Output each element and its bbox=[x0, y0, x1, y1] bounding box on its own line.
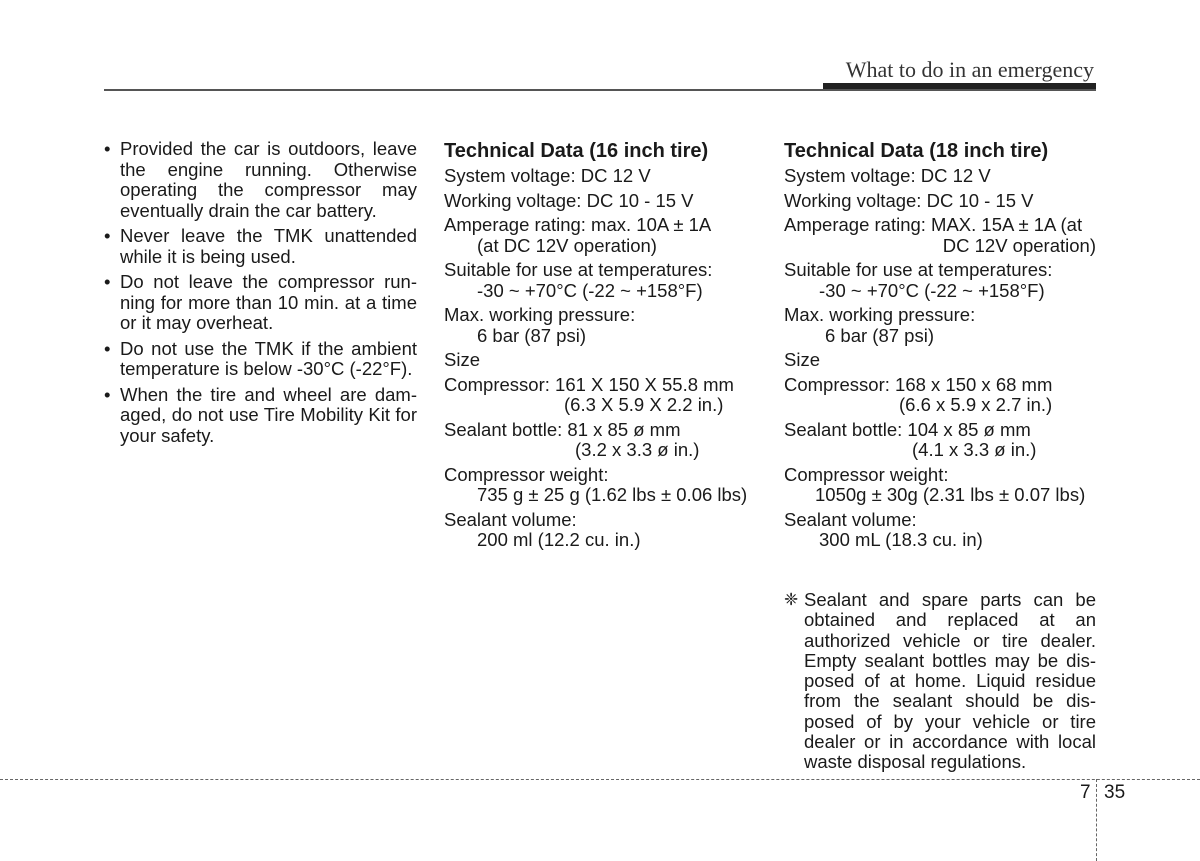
list-item: • Do not leave the compressor run-ning for more than 10 min. at a time or it may overheat. bbox=[104, 272, 417, 334]
spec-bottle-in: (4.1 x 3.3 ø in.) bbox=[912, 439, 1037, 460]
spec-sealant-volume bbox=[784, 510, 1096, 551]
spec-amperage-note: DC 12V operation) bbox=[942, 234, 1096, 256]
footer-page-divider bbox=[1096, 779, 1097, 861]
spec-size-label: Size bbox=[784, 349, 820, 370]
spec-compressor-size bbox=[784, 375, 1096, 416]
spec-bottle-size bbox=[784, 420, 1096, 461]
list-item: • Do not use the TMK if the ambient temperature is below -30°C (-22°F). bbox=[104, 339, 417, 380]
caution-list bbox=[104, 139, 417, 446]
spec-temperature-label: Suitable for use at temperatures: bbox=[784, 259, 1053, 280]
tech-data-18-column bbox=[784, 139, 1096, 555]
spec-temperature-label: Suitable for use at temperatures: bbox=[444, 259, 713, 280]
spec-compressor-in: (6.3 X 5.9 X 2.2 in.) bbox=[564, 394, 724, 415]
list-item: • Provided the car is outdoors, leave the engine running. Otherwise operating the compressor may eventually drain the car battery. bbox=[104, 139, 417, 221]
spec-weight-value: 1050g ± 30g (2.31 lbs ± 0.07 lbs) bbox=[815, 484, 1086, 505]
spec-temperature-value: -30 ~ +70°C (-22 ~ +158°F) bbox=[819, 279, 1045, 301]
spec-weight-value: 735 g ± 25 g (1.62 lbs ± 0.06 lbs) bbox=[477, 484, 748, 505]
spec-system-voltage: System voltage: DC 12 V bbox=[784, 165, 991, 186]
tech-data-16-column bbox=[444, 139, 764, 555]
spec-compressor-mm: Compressor: 168 x 150 x 68 mm bbox=[784, 373, 1053, 395]
spec-pressure-value: 6 bar (87 psi) bbox=[477, 324, 586, 346]
caution-column bbox=[104, 139, 417, 451]
spec-temperature bbox=[444, 260, 764, 301]
spec-pressure-label: Max. working pressure: bbox=[444, 304, 636, 325]
spec-temperature-value: -30 ~ +70°C (-22 ~ +158°F) bbox=[477, 279, 703, 301]
spec-compressor-mm: Compressor: 161 X 150 X 55.8 mm bbox=[444, 373, 734, 395]
spec-weight-label: Compressor weight: bbox=[784, 463, 949, 485]
tech-data-18-title: Technical Data (18 inch tire) bbox=[784, 140, 1049, 162]
page-number: 35 bbox=[1104, 782, 1126, 803]
spec-size-label: Size bbox=[444, 349, 480, 370]
spec-amperage bbox=[784, 215, 1096, 256]
spec-compressor-size bbox=[444, 375, 764, 416]
footer-divider bbox=[0, 779, 1200, 780]
tech-data-16-title: Technical Data (16 inch tire) bbox=[444, 140, 709, 162]
spec-temperature bbox=[784, 260, 1096, 301]
spec-volume-value: 300 mL (18.3 cu. in) bbox=[819, 529, 983, 550]
spec-amperage-value: Amperage rating: MAX. 15A ± 1A (at bbox=[784, 214, 1083, 235]
spec-compressor-in: (6.6 x 5.9 x 2.7 in.) bbox=[899, 394, 1053, 415]
spec-pressure bbox=[784, 305, 1096, 346]
spec-bottle-mm: Sealant bottle: 104 x 85 ø mm bbox=[784, 418, 1031, 440]
note-symbol-icon: ❈ bbox=[784, 590, 799, 609]
spec-sealant-volume bbox=[444, 510, 764, 551]
spec-bottle-size bbox=[444, 420, 764, 461]
chapter-number: 7 bbox=[1080, 782, 1091, 803]
list-item: • Never leave the TMK unattended while it is being used. bbox=[104, 226, 417, 267]
spec-volume-label: Sealant volume: bbox=[444, 508, 577, 530]
spec-pressure bbox=[444, 305, 764, 346]
spec-working-voltage: Working voltage: DC 10 - 15 V bbox=[784, 189, 1034, 211]
spec-compressor-weight bbox=[444, 465, 764, 506]
header-rule bbox=[104, 89, 1096, 91]
spec-amperage-value: Amperage rating: max. 10A ± 1A bbox=[444, 214, 712, 235]
spec-volume-value: 200 ml (12.2 cu. in.) bbox=[477, 529, 641, 550]
spec-compressor-weight bbox=[784, 465, 1096, 506]
section-heading: What to do in an emergency bbox=[845, 57, 1094, 82]
spec-bottle-mm: Sealant bottle: 81 x 85 ø mm bbox=[444, 418, 681, 440]
list-item: • When the tire and wheel are dam-aged, do not use Tire Mobility Kit for your safety. bbox=[104, 385, 417, 447]
note-text: Sealant and spare parts can be obtained and replaced at an authorized vehicle or tire dealer. Empty sealant bottles may be dis-posed of at home. Liquid residue from the sealant should be dis-posed of by your vehicle or tire dealer or in accordance with local waste disposal regulations. bbox=[804, 589, 1096, 773]
spec-system-voltage: System voltage: DC 12 V bbox=[444, 165, 651, 186]
spec-pressure-value: 6 bar (87 psi) bbox=[825, 324, 934, 346]
spec-working-voltage: Working voltage: DC 10 - 15 V bbox=[444, 189, 694, 211]
spec-pressure-label: Max. working pressure: bbox=[784, 304, 976, 325]
spec-volume-label: Sealant volume: bbox=[784, 508, 917, 530]
spec-bottle-in: (3.2 x 3.3 ø in.) bbox=[575, 439, 700, 460]
spec-amperage-note: (at DC 12V operation) bbox=[477, 234, 657, 256]
spec-amperage bbox=[444, 215, 764, 256]
spec-weight-label: Compressor weight: bbox=[444, 463, 609, 485]
sealant-note bbox=[784, 590, 1096, 773]
